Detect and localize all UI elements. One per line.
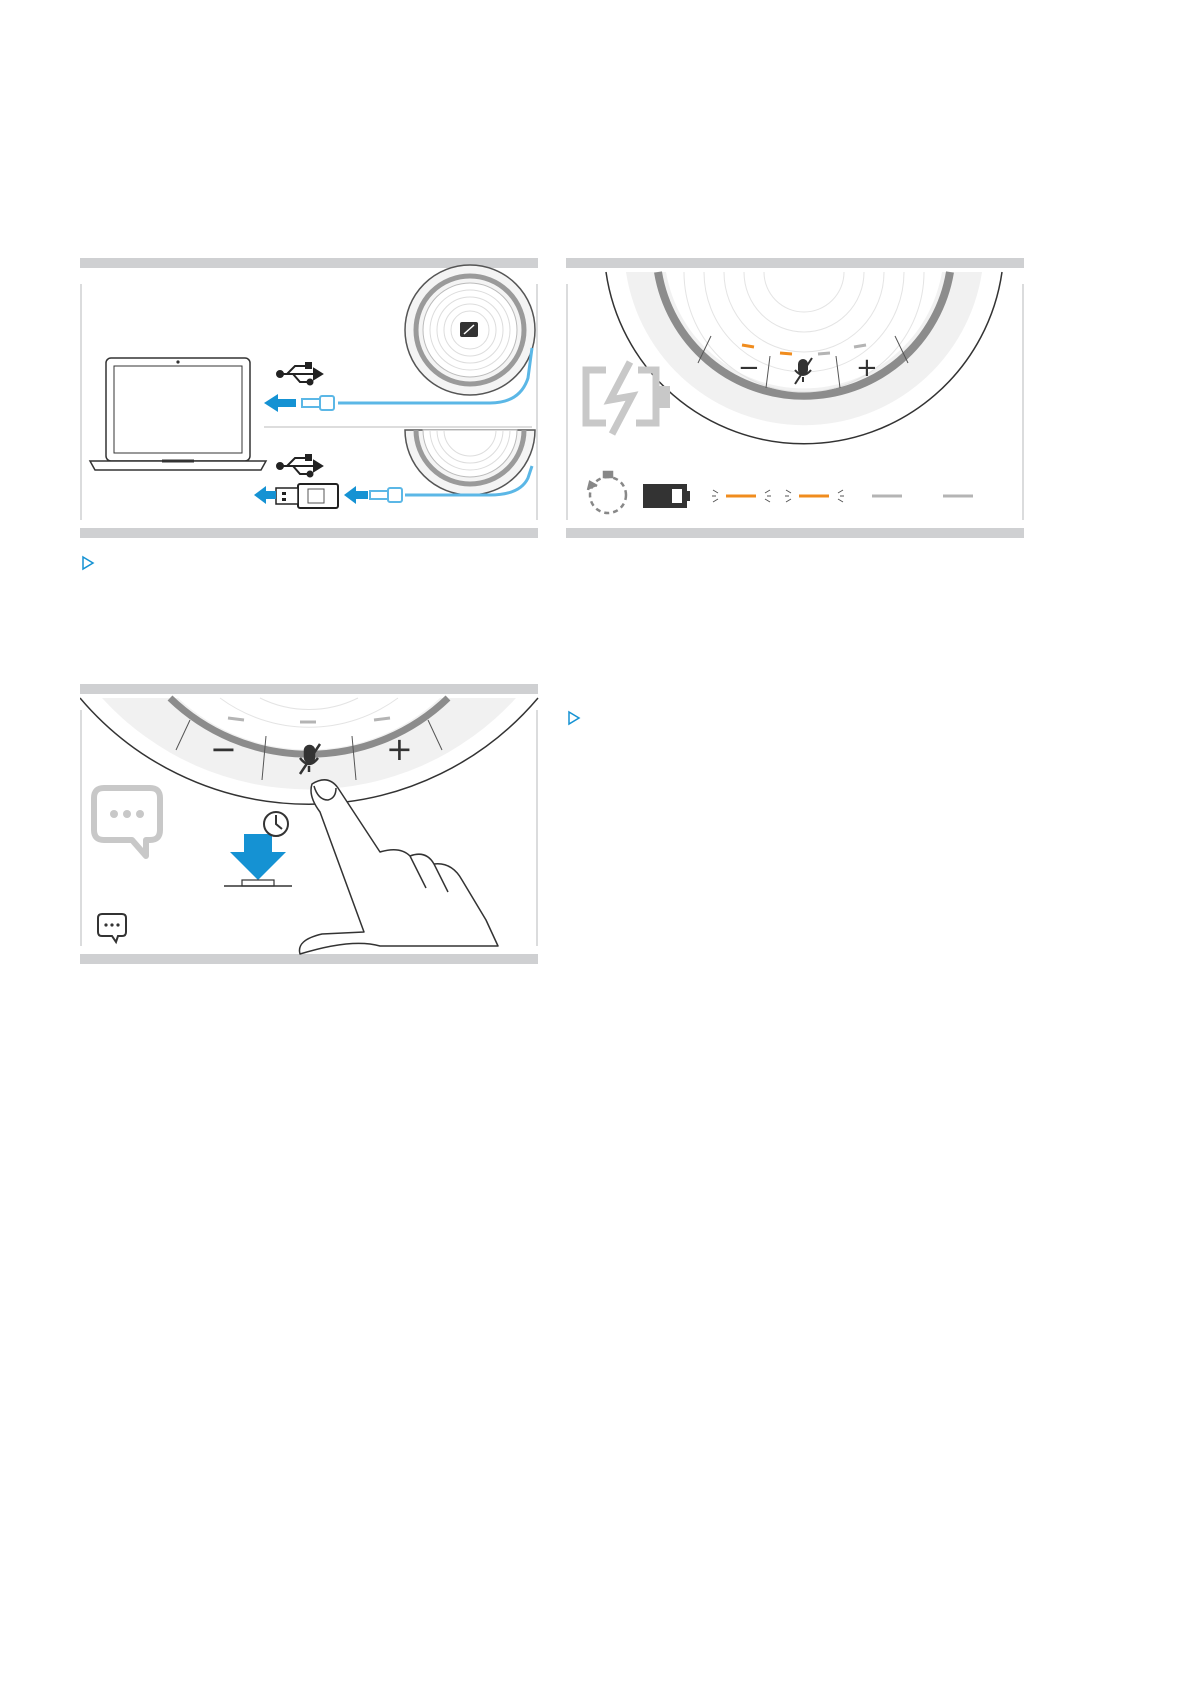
usb-dongle-icon [276,484,338,508]
charging-icon [586,362,670,434]
bullet-marker-1 [80,555,96,576]
plus-button-label: + [856,353,878,383]
bullet-marker-2 [566,710,582,731]
speakerphone-icon [405,265,535,395]
laptop-icon [90,358,266,470]
minus-button-label[interactable]: − [210,730,237,768]
speakerphone-icon [405,430,535,495]
speakerphone-icon [606,272,1002,444]
figure-charging-status [566,258,1026,541]
usb-symbol-icon [277,363,322,385]
usb-symbol-icon [277,455,322,477]
press-and-hold-icon [224,834,292,886]
led-indicator-1 [712,490,771,502]
timer-icon [588,472,626,513]
arrow-left-icon [344,486,368,504]
clock-icon [264,812,288,836]
speech-bubble-icon [94,788,160,856]
battery-icon [644,485,690,507]
small-speech-bubble-icon [98,914,126,942]
finger-icon [299,780,498,954]
plus-button-label[interactable]: + [386,730,413,768]
figure-usb-connection [80,258,540,541]
arrow-left-icon [254,486,276,504]
arrow-left-icon [264,394,296,412]
minus-button-label: − [738,353,760,383]
led-indicator-2 [785,490,844,502]
figure-voice-prompt [80,684,540,969]
